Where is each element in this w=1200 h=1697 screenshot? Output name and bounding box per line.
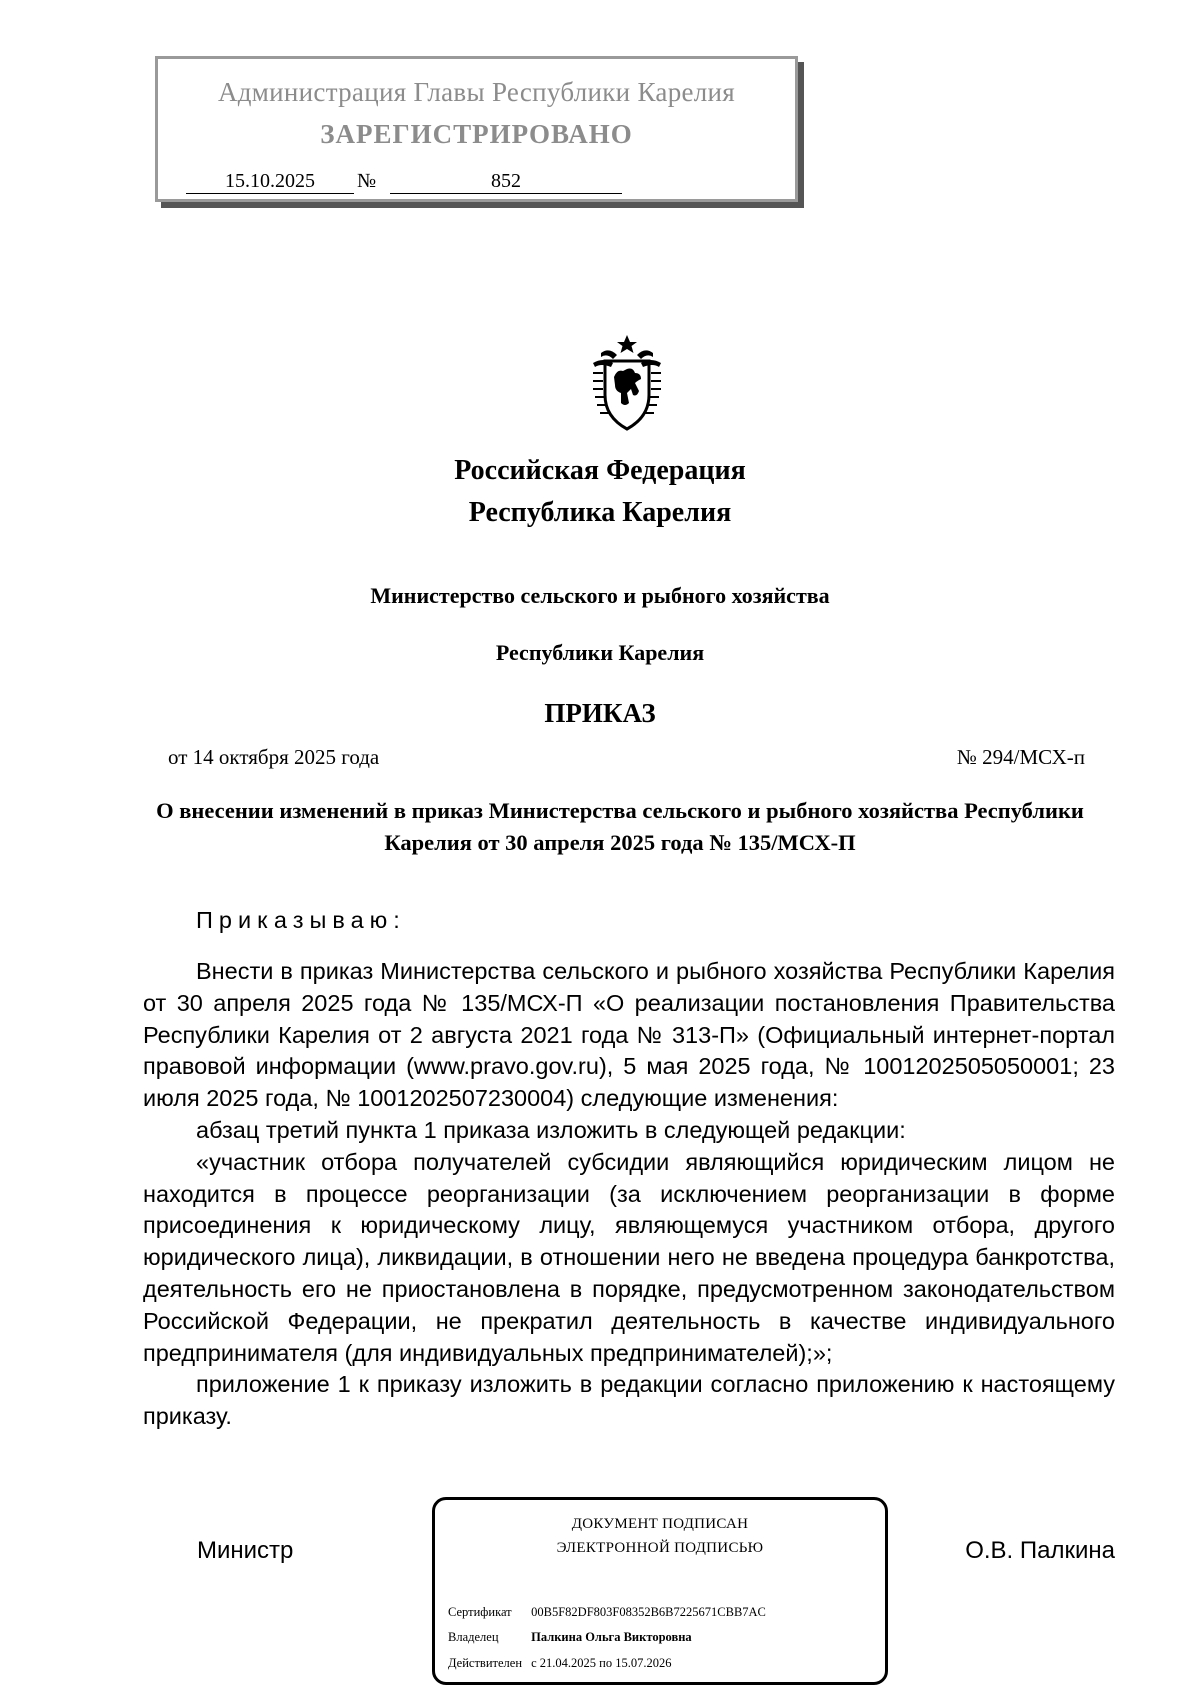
esig-validity-row [448,1656,672,1671]
esig-certificate-label: Сертификат [448,1605,512,1619]
registration-number: 852 [390,169,622,194]
signatory-name: О.В. Палкина [965,1537,1115,1564]
orders-label: Приказываю: [196,907,406,933]
paragraph: абзац третий пункта 1 приказа изложить в следующей редакции: [196,1116,906,1143]
order-date: от 14 октября 2025 года [168,745,380,769]
registration-stamp [155,56,798,202]
paragraph: приложение 1 к приказу изложить в редакции согласно приложению к настоящему приказу. [143,1371,1115,1430]
signatory-title: Министр [197,1537,294,1564]
document-type: ПРИКАЗ [544,698,656,728]
country-title: Российская Федерация [454,455,746,486]
esig-owner-value: Палкина Ольга Викторовна [531,1630,692,1644]
ministry-name-line2: Республики Карелия [495,640,705,665]
esig-owner-label: Владелец [448,1630,499,1644]
esig-validity-label: Действителен [448,1656,523,1670]
paragraph: «участник отбора получателей субсидии являющийся юридическим лицом не находится в процессе реорганизации (за исключением реорганизации в форме присоединения к юридическому лицу, являющемуся участником отбора, другого юридического лица), ликвидации, в отношении него не введена процедура банкротства, деятельность его не приостановлена в порядке, предусмотренном законодательством Российской Федерации, не прекратил деятельность в качестве индивидуального предпринимателя (для индивидуальных предпринимателей);»; [143,1148,1115,1366]
coat-of-arms-emblem [587,333,667,433]
esig-certificate-row [448,1605,766,1620]
esig-heading-line2: ЭЛЕКТРОННОЙ ПОДПИСЬЮ [556,1540,764,1556]
republic-title: Республика Карелия [468,497,732,528]
order-subject: О внесении изменений в приказ Министерства сельского и рыбного хозяйства Республики Карелия от 30 апреля 2025 года № 135/МСХ-П [156,798,1084,855]
order-number: № 294/МСХ-п [956,745,1085,769]
registration-org: Администрация Главы Республики Карелия [217,77,736,107]
paragraph: Внести в приказ Министерства сельского и рыбного хозяйства Республики Карелия от 30 апреля 2025 года № 135/МСХ-П «О реализации постановления Правительства Республики Карелия от 2 августа 2021 года № 313-П» (Официальный интернет-портал правовой информации (www.pravo.gov.ru), 5 мая 2025 года, № 1001202505050001; 23 июля 2025 года, № 1001202507230004) следующие изменения: [143,958,1115,1112]
esig-heading-line1: ДОКУМЕНТ ПОДПИСАН [571,1516,749,1532]
ministry-name-line1: Министерство сельского и рыбного хозяйства [370,583,830,608]
registration-status: ЗАРЕГИСТРИРОВАНО [320,119,633,149]
order-body [143,956,1115,1433]
esig-owner-row [448,1630,692,1645]
registration-date: 15.10.2025 [186,169,354,194]
electronic-signature-stamp [432,1497,888,1685]
registration-number-sign: № [357,170,377,192]
esig-certificate-value: 00B5F82DF803F08352B6B7225671CBB7AC [531,1605,766,1619]
esig-validity-value: с 21.04.2025 по 15.07.2026 [531,1656,672,1670]
